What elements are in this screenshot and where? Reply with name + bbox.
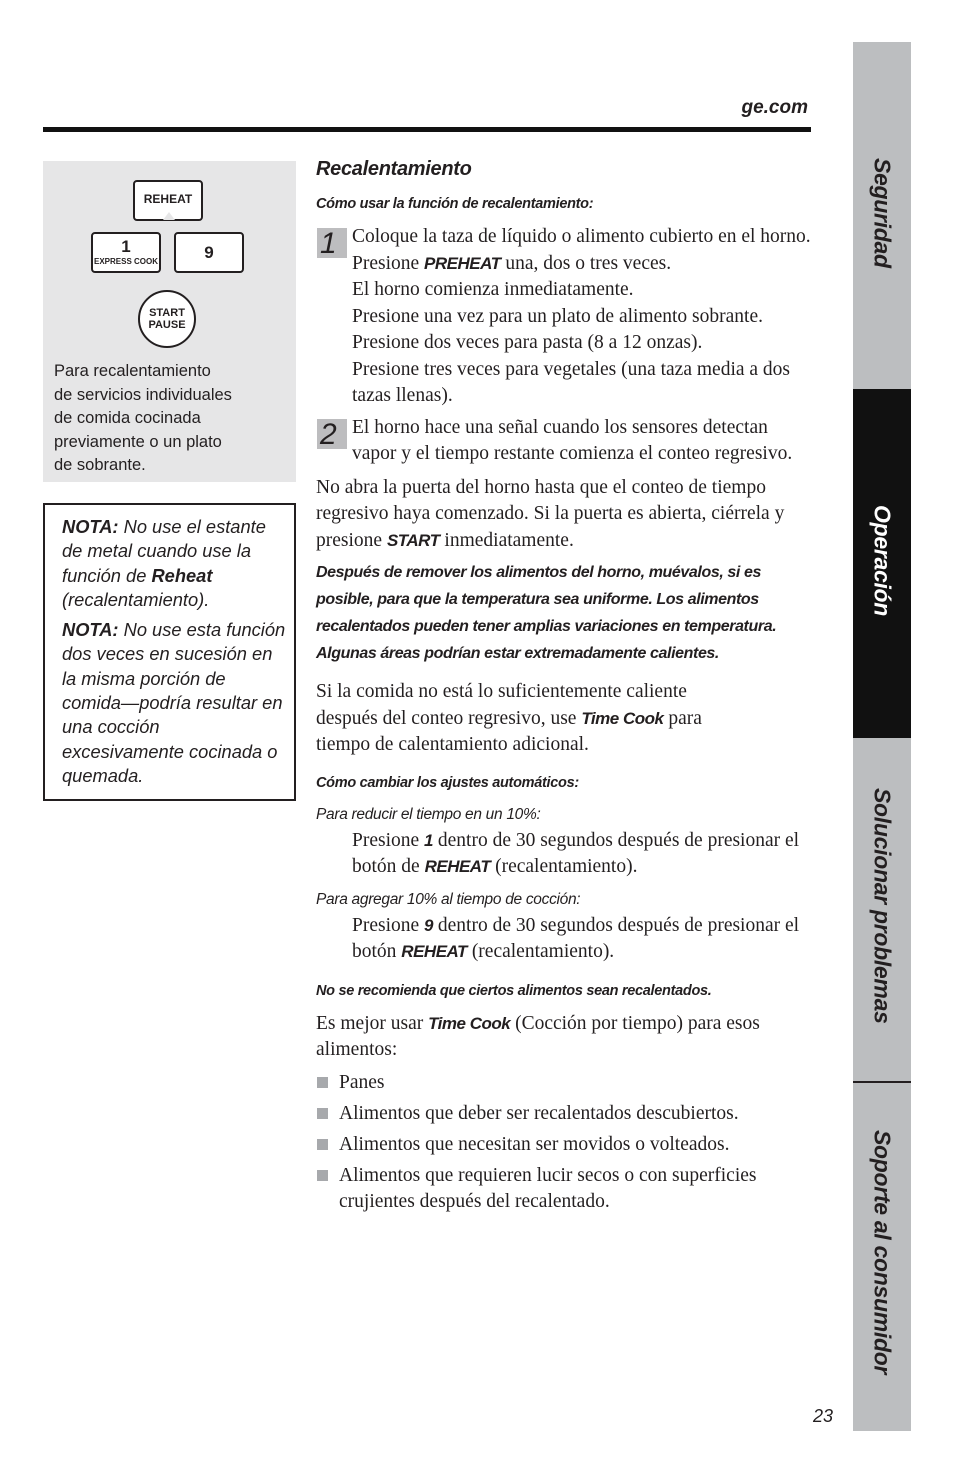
list-item: Alimentos que requieren lucir secos o con superficies crujientes después del recalentado. [316,1163,816,1216]
door-paragraph [316,475,816,555]
best-use-paragraph [316,1011,816,1064]
food-list [316,1070,816,1216]
tab-solucionar-label: Solucionar problemas [869,788,896,1024]
door-text-end: inmediatamente. [439,529,574,551]
time-cook-keyword: Time Cook [581,708,664,728]
section-title: Recalentamiento [316,158,472,180]
start-keyword: START [386,530,440,550]
list-item: Alimentos que deber ser recalentados descubiertos. [316,1101,816,1128]
tab-soporte-label: Soporte al consumidor [869,1130,896,1375]
add-time-text [316,913,816,966]
best-text-end: (Cocción por tiempo) para esos alimentos: [316,1012,760,1060]
key-9: 9 [174,232,244,273]
reheat-keyword-2: REHEAT [401,942,467,961]
reduce-text-mid: dentro de 30 segundos después de presionar el botón de [352,829,800,877]
section-tabs [853,42,911,1431]
reduce-time-label: Para reducir el tiempo en un 10%: [316,805,541,823]
page-number: 23 [813,1406,834,1426]
add-text-end: (recalentamiento). [466,941,615,962]
site-url: ge.com [741,97,808,118]
note-1-keyword: Reheat [151,564,213,586]
start-label: START [149,307,185,319]
hot-text: Si la comida no está lo suficientemente caliente después del conteo regresivo, use [316,681,687,729]
key-1-keyword: 1 [424,830,433,850]
step-2-text: El horno hace una señal cuando los sensores detectan vapor y el tiempo restante comienza el conteo regresivo. [352,416,793,464]
header-rule [43,127,811,132]
time-cook-keyword-2: Time Cook [428,1013,511,1033]
note-1-text-end: (recalentamiento). [62,588,210,610]
tab-seguridad-label: Seguridad [869,158,896,268]
panel-caption: Para recalentamiento de servicios individuales de comida cocinada previamente o un plato de sobrante. [54,362,232,474]
step-1-number: 1 [317,228,347,258]
reduce-time-text [316,828,816,881]
note-2-text: No use esta función dos veces en sucesión en la misma porción de comida—podría resultar en una cocción excesivamente cocinada o quemada. [62,619,286,786]
note-1 [62,515,286,612]
preheat-keyword: PREHEAT [424,253,501,273]
temperature-warning: Después de remover los alimentos del horno, muévalos, si es posible, para que la temperatura sea uniforme. Los alimentos recalentados pueden tener amplias variaciones en temperatura. Algunas áreas podrían estar extremadamente calientes. [316,564,777,662]
step-1 [316,224,816,410]
reduce-text: Presione [352,829,425,851]
step-1-text: Coloque la taza de líquido o alimento cubierto en el horno. Presione [352,226,811,274]
express-cook-1-key [91,232,161,273]
time-cook-paragraph [316,679,726,759]
step-2 [316,415,816,468]
step-1-details: El horno comienza inmediatamente. Presione una vez para un plato de alimento sobrante. Presione dos veces para pasta (8 a 12 onzas). Presione tres veces para vegetales (una taza media a dos tazas llenas). [352,279,791,406]
door-text: No abra la puerta del horno hasta que el conteo de tiempo regresivo haya comenzado. Si la puerta es abierta, ciérrela y presione [316,476,785,551]
note-box [43,503,296,801]
reduce-text-end: (recalentamiento). [490,856,638,877]
tab-solucionar-problemas[interactable] [853,738,911,1083]
add-text: Presione [352,914,425,936]
pause-label: PAUSE [148,319,186,331]
step-1-text-end: una, dos o tres veces. [500,252,672,274]
tab-operacion-label: Operación [869,505,896,617]
key-1-sublabel: EXPRESS COOK [93,257,158,266]
best-text: Es mejor usar [316,1012,429,1034]
tab-soporte-al-consumidor[interactable] [853,1083,911,1431]
add-text-mid: dentro de 30 segundos después de presionar el botón [352,914,800,962]
note-2-label: NOTA: [62,619,119,641]
change-settings-heading: Cómo cambiar los ajustes automáticos: [316,774,579,791]
tab-operacion[interactable] [853,389,911,738]
reheat-key: REHEAT [133,180,203,221]
note-1-label: NOTA: [62,516,119,537]
key-9-keyword: 9 [424,915,433,935]
list-item: Alimentos que necesitan ser movidos o volteados. [316,1132,816,1159]
key-1-number: 1 [121,237,131,256]
control-panel-illustration [43,161,296,482]
start-pause-key [138,290,196,348]
how-to-use-heading: Cómo usar la función de recalentamiento: [316,196,594,212]
not-recommended-heading: No se recomienda que ciertos alimentos sean recalentados. [316,982,712,999]
reheat-keyword: REHEAT [424,857,491,876]
list-item: Panes [316,1070,816,1097]
tab-seguridad[interactable] [853,42,911,389]
main-content [316,153,816,1220]
hot-text-end: para tiempo de calentamiento adicional. [316,707,702,755]
add-time-label: Para agregar 10% al tiempo de cocción: [316,890,581,908]
note-1-text: No use el estante de metal cuando use la función de [62,516,266,586]
step-2-number: 2 [317,419,347,449]
note-2 [62,618,286,788]
